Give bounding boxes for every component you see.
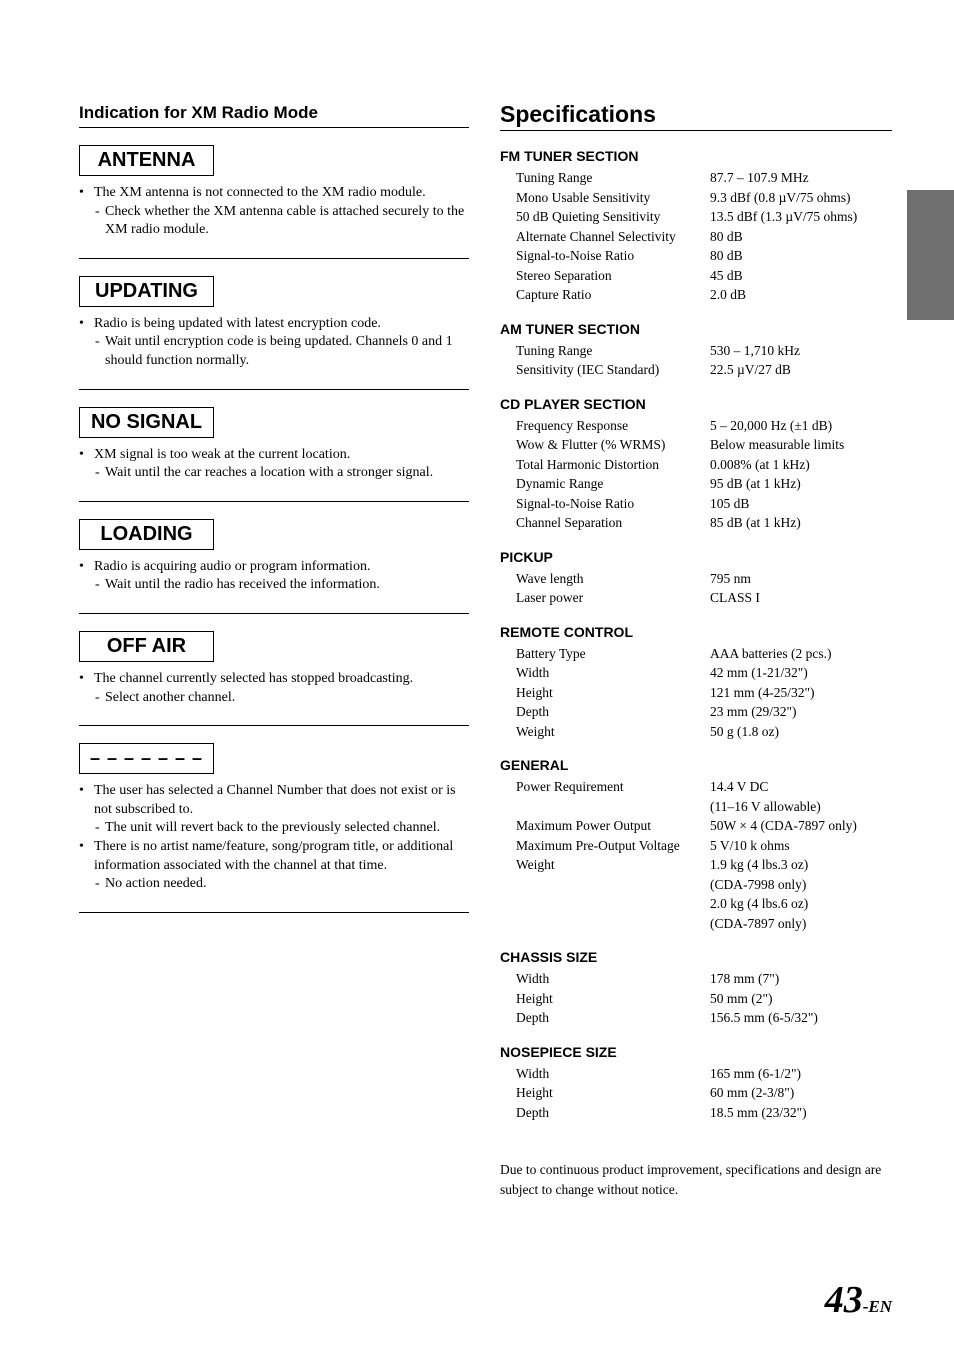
spec-label: Sensitivity (IEC Standard) <box>516 362 660 377</box>
spec-row <box>500 474 892 494</box>
spec-label: Maximum Pre-Output Voltage <box>516 837 680 853</box>
spec-label: Wave length <box>516 570 584 586</box>
indication-action: - Check whether the XM antenna cable is attached securely to the XM radio module. <box>79 203 469 240</box>
spec-row <box>500 360 892 380</box>
specifications-list <box>500 147 892 1122</box>
spec-value: 18.5 mm (23/32") <box>710 1104 807 1120</box>
xm-indication-column <box>79 102 469 913</box>
spec-row <box>500 435 892 455</box>
indication-label-box: NO SIGNAL <box>79 407 214 438</box>
spec-label: Power Requirement <box>516 779 624 794</box>
spec-label: Stereo Separation <box>516 267 612 283</box>
spec-value: 87.7 – 107.9 MHz <box>710 170 809 185</box>
indication-label-box: ANTENNA <box>79 145 214 176</box>
spec-label: Total Harmonic Distortion <box>516 456 660 472</box>
indication-action: - The unit will revert back to the previously selected channel. <box>79 819 469 838</box>
spec-value: 2.0 dB <box>710 287 747 302</box>
spec-label <box>500 875 710 895</box>
spec-value: 22.5 µV/27 dB <box>710 362 791 377</box>
spec-label: Height <box>516 990 553 1006</box>
spec-value: 156.5 mm (6-5/32") <box>710 1010 818 1025</box>
spec-value: 530 – 1,710 kHz <box>710 342 800 358</box>
spec-value: 14.4 V DC <box>710 779 769 794</box>
spec-row <box>500 168 892 188</box>
spec-label: Depth <box>516 1104 549 1120</box>
side-index-tab <box>907 190 954 320</box>
spec-value: 0.008% (at 1 kHz) <box>710 456 810 472</box>
spec-row <box>500 227 892 247</box>
spec-label <box>500 894 710 914</box>
spec-value: 2.0 kg (4 lbs.6 oz) <box>710 896 809 911</box>
spec-value: 50 g (1.8 oz) <box>710 723 779 739</box>
spec-value: 5 V/10 k ohms <box>710 837 790 853</box>
spec-row <box>500 494 892 514</box>
spec-row <box>500 836 892 856</box>
spec-row <box>500 1064 892 1084</box>
indication-action: - Select another channel. <box>79 689 469 708</box>
spec-row <box>500 569 892 589</box>
indication-bullet: • The XM antenna is not connected to the XM radio module. <box>79 184 469 203</box>
indication-action: - Wait until encryption code is being updated. Channels 0 and 1 should function normally. <box>79 333 469 370</box>
spec-section-heading: AM TUNER SECTION <box>500 320 640 337</box>
spec-label: 50 dB Quieting Sensitivity <box>516 209 661 224</box>
spec-label: Height <box>516 1085 553 1100</box>
indication-action: - Wait until the radio has received the information. <box>79 576 469 595</box>
spec-label: Width <box>516 1065 550 1081</box>
spec-row <box>500 1083 892 1103</box>
spec-value: 80 dB <box>710 228 743 244</box>
spec-label: Width <box>516 665 550 680</box>
indication-section <box>79 259 469 390</box>
spec-label: Width <box>516 971 550 986</box>
indication-bullet: • The user has selected a Channel Number that does not exist or is not subscribed to. <box>79 782 469 819</box>
spec-section-heading: NOSEPIECE SIZE <box>500 1043 617 1060</box>
spec-value: 50 mm (2") <box>710 990 773 1006</box>
indication-section <box>79 614 469 726</box>
specifications-column <box>500 99 892 1199</box>
spec-label: Signal-to-Noise Ratio <box>516 248 635 263</box>
xm-indication-heading: Indication for XM Radio Mode <box>79 102 469 128</box>
spec-row <box>500 663 892 683</box>
spec-row <box>500 989 892 1009</box>
spec-section-heading: CD PLAYER SECTION <box>500 395 646 412</box>
page-number-suffix: -EN <box>862 1297 892 1316</box>
indication-section <box>79 128 469 259</box>
spec-row <box>500 683 892 703</box>
spec-value: 80 dB <box>710 248 743 263</box>
indication-label-box: – – – – – – – <box>79 743 214 774</box>
indication-action: - No action needed. <box>79 875 469 894</box>
indication-label-box: OFF AIR <box>79 631 214 662</box>
indication-section <box>79 726 469 913</box>
indication-section <box>79 502 469 614</box>
spec-value: 9.3 dBf (0.8 µV/75 ohms) <box>710 189 851 205</box>
spec-section-heading: REMOTE CONTROL <box>500 623 633 640</box>
spec-row <box>500 341 892 361</box>
spec-label: Frequency Response <box>516 417 629 433</box>
spec-value: 85 dB (at 1 kHz) <box>710 515 801 530</box>
spec-value: (11–16 V allowable) <box>710 798 821 814</box>
spec-section-heading: GENERAL <box>500 757 569 773</box>
spec-value: (CDA-7897 only) <box>710 915 807 931</box>
spec-value: Below measurable limits <box>710 437 845 452</box>
indication-action: - Wait until the car reaches a location with a stronger signal. <box>79 464 469 483</box>
spec-row <box>500 702 892 722</box>
spec-value: 5 – 20,000 Hz (±1 dB) <box>710 417 833 433</box>
spec-value: 178 mm (7") <box>710 971 780 986</box>
indication-bullet: • The channel currently selected has stopped broadcasting. <box>79 670 469 689</box>
spec-label: Alternate Channel Selectivity <box>516 228 676 244</box>
spec-row <box>500 416 892 436</box>
spec-section-heading: FM TUNER SECTION <box>500 148 639 164</box>
spec-value: 105 dB <box>710 495 750 511</box>
spec-value: 13.5 dBf (1.3 µV/75 ohms) <box>710 209 858 224</box>
spec-label: Channel Separation <box>516 515 623 530</box>
specifications-title: Specifications <box>500 99 892 131</box>
spec-label: Wow & Flutter (% WRMS) <box>516 437 666 452</box>
spec-label: Capture Ratio <box>516 287 592 302</box>
page-number-value: 43 <box>824 1279 863 1321</box>
spec-value: CLASS I <box>710 590 760 605</box>
spec-label: Maximum Power Output <box>516 818 651 833</box>
spec-row <box>500 644 892 664</box>
indication-bullet: • XM signal is too weak at the current location. <box>79 446 469 465</box>
spec-label: Tuning Range <box>516 342 593 358</box>
spec-row <box>500 1103 892 1123</box>
spec-value: 50W × 4 (CDA-7897 only) <box>710 818 857 833</box>
spec-row <box>500 722 892 742</box>
spec-label: Depth <box>516 1010 549 1025</box>
spec-row <box>500 894 892 914</box>
spec-value: 45 dB <box>710 267 743 283</box>
indication-section <box>79 390 469 502</box>
spec-row <box>500 588 892 608</box>
spec-value: 1.9 kg (4 lbs.3 oz) <box>710 857 809 872</box>
spec-row <box>500 285 892 305</box>
spec-label: Depth <box>516 704 549 719</box>
spec-row <box>500 914 892 934</box>
spec-label: Height <box>516 684 553 700</box>
indication-label-box: UPDATING <box>79 276 214 307</box>
spec-row <box>500 246 892 266</box>
spec-value: 795 nm <box>710 570 751 586</box>
spec-row <box>500 855 892 875</box>
spec-label: Battery Type <box>516 645 586 661</box>
indication-bullet: • There is no artist name/feature, song/program title, or additional information associated with the channel at that time. <box>79 838 469 875</box>
spec-value: 165 mm (6-1/2") <box>710 1065 801 1081</box>
spec-value: 60 mm (2-3/8") <box>710 1085 795 1100</box>
spec-label: Laser power <box>516 590 584 605</box>
specifications-note: Due to continuous product improvement, specifications and design are subject to change without notice. <box>500 1162 882 1197</box>
spec-value: 23 mm (29/32") <box>710 704 797 719</box>
spec-label: Weight <box>516 857 555 872</box>
spec-label: Weight <box>516 723 555 739</box>
indication-bullet: • Radio is acquiring audio or program information. <box>79 558 469 577</box>
spec-row <box>500 266 892 286</box>
spec-label: Mono Usable Sensitivity <box>516 189 651 205</box>
indication-label-box: LOADING <box>79 519 214 550</box>
spec-label: Signal-to-Noise Ratio <box>516 495 635 511</box>
spec-value: 42 mm (1-21/32") <box>710 665 808 680</box>
spec-row <box>500 513 892 533</box>
spec-label: Dynamic Range <box>516 476 604 491</box>
spec-row <box>500 188 892 208</box>
indication-bullet: • Radio is being updated with latest encryption code. <box>79 315 469 334</box>
spec-value: AAA batteries (2 pcs.) <box>710 645 832 661</box>
spec-row <box>500 455 892 475</box>
spec-section-heading: PICKUP <box>500 548 553 565</box>
xm-indication-list <box>79 128 469 913</box>
spec-label: Tuning Range <box>516 170 593 185</box>
spec-row <box>500 816 892 836</box>
spec-row <box>500 1008 892 1028</box>
spec-section-heading: CHASSIS SIZE <box>500 949 598 965</box>
spec-row <box>500 875 892 895</box>
page-number <box>825 1278 892 1322</box>
spec-label <box>500 797 710 817</box>
spec-row <box>500 777 892 797</box>
spec-value: (CDA-7998 only) <box>710 876 807 892</box>
spec-value: 121 mm (4-25/32") <box>710 684 815 700</box>
spec-label <box>500 914 710 934</box>
spec-row <box>500 969 892 989</box>
spec-row <box>500 207 892 227</box>
spec-value: 95 dB (at 1 kHz) <box>710 476 801 491</box>
spec-row <box>500 797 892 817</box>
